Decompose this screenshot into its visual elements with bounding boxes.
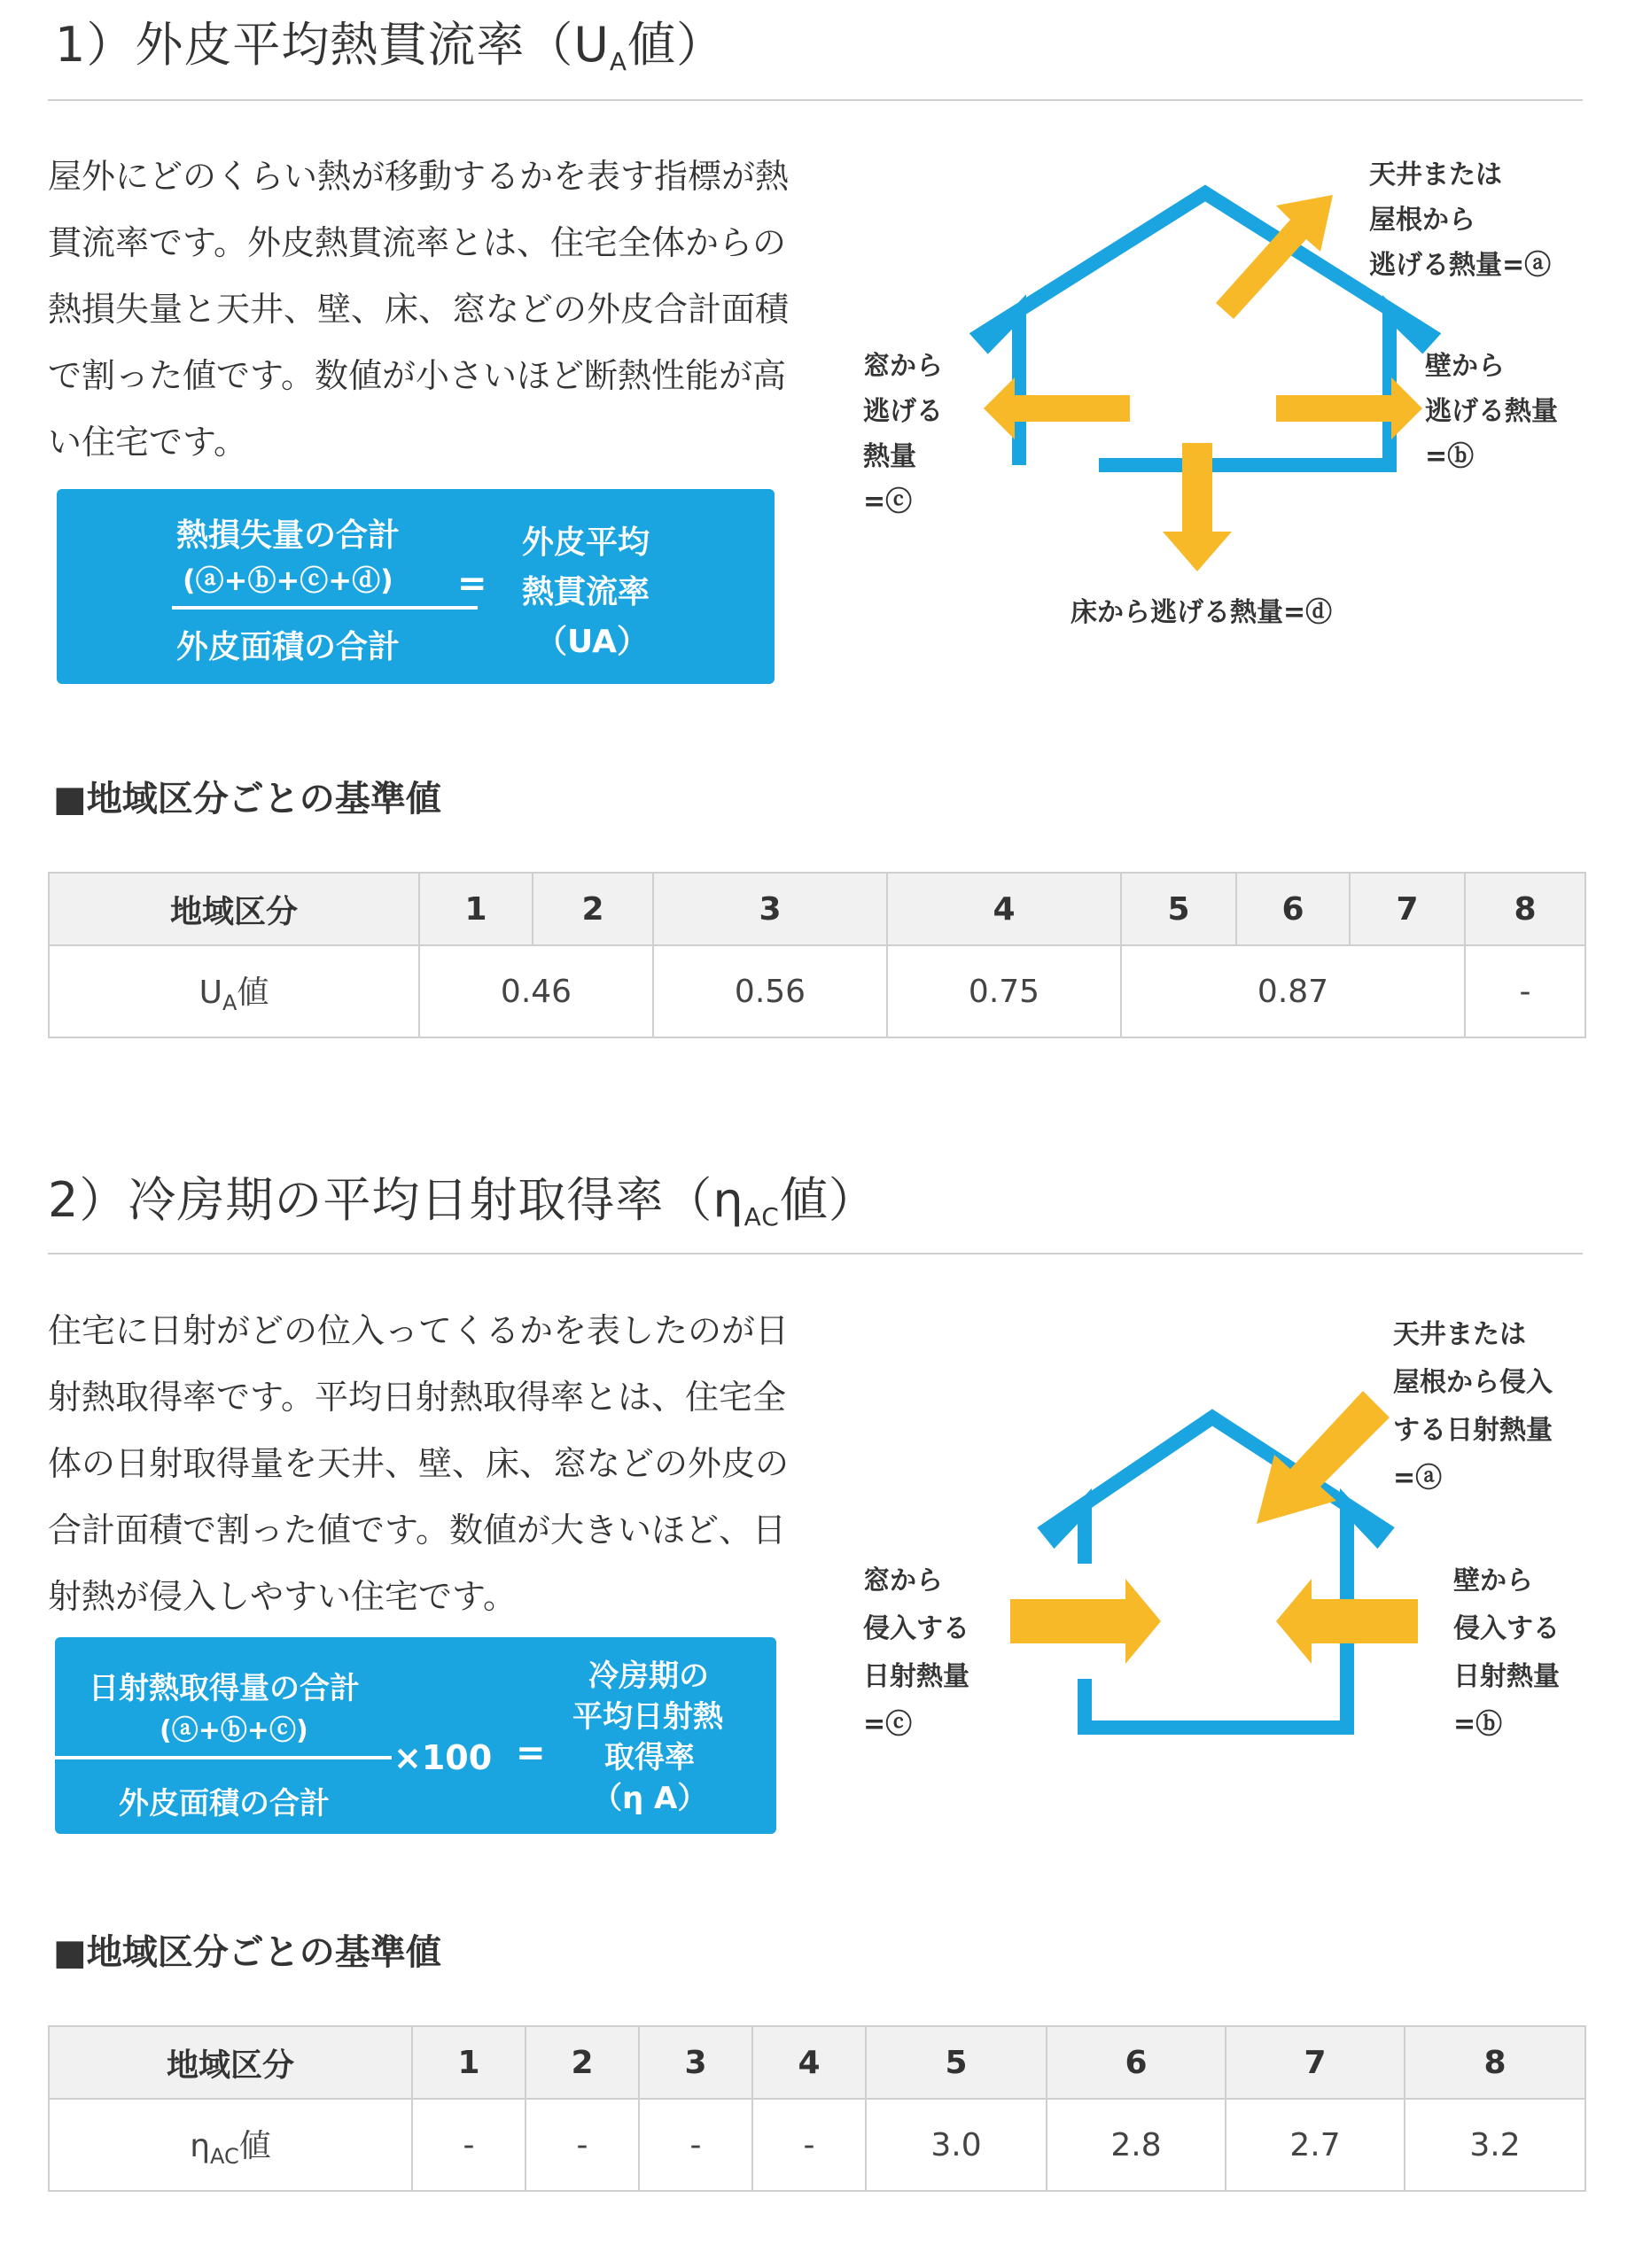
roof-heat-label: 天井または 屋根から 逃げる熱量=ⓐ: [1369, 159, 1552, 281]
wall-heat-arrow: [1276, 377, 1422, 439]
formula2-result-line4: （η A）: [592, 1781, 708, 1816]
formula2-equals: =: [516, 1733, 546, 1774]
table-cell: 3.2: [1405, 2099, 1585, 2191]
window-solar-label: 窓から 侵入する 日射熱量 =ⓒ: [863, 1565, 969, 1740]
formula2-fraction-bar: [55, 1756, 392, 1759]
table-cell: 3.0: [866, 2099, 1047, 2191]
section1-divider: [48, 99, 1583, 101]
ua-standard-table: [48, 872, 1586, 1038]
formula2-result-line3: 取得率: [604, 1740, 695, 1775]
formula1-denominator: 外皮面積の合計: [176, 629, 401, 665]
region-header-label: 地域区分: [49, 873, 419, 945]
table-cell: -: [752, 2099, 866, 2191]
window-heat-arrow: [984, 377, 1130, 439]
formula2-multiplier: ×100: [393, 1738, 493, 1777]
region-header: 5: [866, 2026, 1047, 2099]
formula2-numerator-terms: (ⓐ+ⓑ+ⓒ): [160, 1715, 308, 1746]
section2-divider: [48, 1253, 1583, 1254]
roof-solar-label: 天井または 屋根から侵入 する日射熱量 =ⓐ: [1393, 1319, 1553, 1494]
section1-subheading: ■地域区分ごとの基準値: [53, 779, 441, 819]
table-header-row: [49, 873, 1585, 945]
table-cell: 0.46: [419, 945, 653, 1037]
table-cell: 2.7: [1226, 2099, 1405, 2191]
table-row: [49, 2099, 1585, 2191]
row-label: $U_A$値: [49, 945, 419, 1037]
table-cell: -: [526, 2099, 639, 2191]
window-solar-arrow: [1010, 1579, 1161, 1664]
region-header: 6: [1236, 873, 1350, 945]
wall-solar-label: 壁から 侵入する 日射熱量 =ⓑ: [1453, 1565, 1560, 1740]
wall-heat-label: 壁から 逃げる熱量 =ⓑ: [1425, 351, 1558, 472]
solar-gain-house-diagram: [993, 1382, 1436, 1736]
formula2-result-line2: 平均日射熱: [572, 1699, 723, 1735]
eta-ac-standard-table: [48, 2025, 1586, 2192]
region-header-label: 地域区分: [49, 2026, 412, 2099]
table-cell: 0.56: [653, 945, 887, 1037]
formula2-denominator: 外皮面積の合計: [119, 1786, 330, 1821]
section1-formula-box: [57, 489, 775, 684]
region-header: 2: [533, 873, 653, 945]
region-header: 3: [653, 873, 887, 945]
region-header: 4: [887, 873, 1121, 945]
window-heat-label: 窓から 逃げる 熱量 =ⓒ: [863, 351, 943, 517]
region-header: 6: [1047, 2026, 1226, 2099]
formula2-result-line1: 冷房期の: [588, 1658, 709, 1694]
formula1-result-line1: 外皮平均: [522, 524, 650, 561]
region-header: 8: [1465, 873, 1585, 945]
section2-subheading: ■地域区分ごとの基準値: [53, 1932, 441, 1973]
region-header: 7: [1226, 2026, 1405, 2099]
region-header: 4: [752, 2026, 866, 2099]
region-header: 3: [639, 2026, 752, 2099]
region-header: 2: [526, 2026, 639, 2099]
section1-title: 1）外皮平均熱貫流率（$U_A$値）: [55, 17, 726, 76]
table-cell: -: [639, 2099, 752, 2191]
table-cell: 0.75: [887, 945, 1121, 1037]
formula1-result-line2: 熱貫流率: [522, 574, 650, 610]
section2-formula-box: [55, 1637, 776, 1834]
region-header: 7: [1350, 873, 1465, 945]
row-label: $\eta_{AC}$値: [49, 2099, 412, 2191]
table-cell: -: [412, 2099, 526, 2191]
formula2-numerator: 日射熱取得量の合計: [89, 1671, 360, 1706]
formula1-numerator: 熱損失量の合計: [176, 517, 401, 554]
section1-paragraph: 屋外にどのくらい熱が移動するかを表す指標が熱貫流率です。外皮熱貫流率とは、住宅全体からの熱損失量と天井、壁、床、窓などの外皮合計面積で割った値です。数値が小さいほど断熱性能が高い住宅です。: [48, 157, 790, 462]
region-header: 5: [1121, 873, 1236, 945]
table-cell: 0.87: [1121, 945, 1465, 1037]
floor-heat-label: 床から逃げる熱量=ⓓ: [1071, 597, 1333, 628]
formula1-result-line3: （UA）: [535, 624, 649, 660]
region-header: 1: [412, 2026, 526, 2099]
formula1-numerator-terms: (ⓐ+ⓑ+ⓒ+ⓓ): [183, 563, 393, 597]
section2-paragraph: 住宅に日射がどの位入ってくるかを表したのが日射熱取得率です。平均日射熱取得率とは、住宅全体の日射取得量を天井、壁、床、窓などの外皮の合計面積で割った値です。数値が大きいほど、日射熱が侵入しやすい住宅です。: [48, 1311, 790, 1616]
region-header: 8: [1405, 2026, 1585, 2099]
table-header-row: [49, 2026, 1585, 2099]
section2-title: 2）冷房期の平均日射取得率（$\eta_{AC}$値）: [48, 1172, 877, 1231]
formula1-fraction-bar: [172, 606, 478, 610]
formula1-equals: =: [457, 563, 487, 604]
table-cell: -: [1465, 945, 1585, 1037]
roof-solar-arrow: [1257, 1391, 1390, 1524]
table-cell: 2.8: [1047, 2099, 1226, 2191]
house-outline: [980, 193, 1430, 465]
table-row: [49, 945, 1585, 1037]
region-header: 1: [419, 873, 533, 945]
